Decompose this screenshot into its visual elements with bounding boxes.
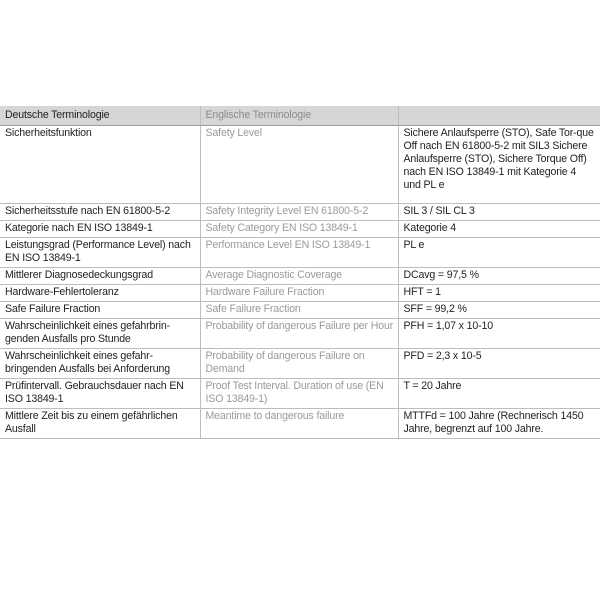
german-term: Mittlerer Diagnosedeckungsgrad <box>0 268 200 285</box>
table-row <box>0 126 600 204</box>
english-term: Safety Integrity Level EN 61800-5-2 <box>200 204 398 221</box>
german-term: Kategorie nach EN ISO 13849-1 <box>0 221 200 238</box>
german-term: Sicherheitsstufe nach EN 61800-5-2 <box>0 204 200 221</box>
table-row <box>0 268 600 285</box>
table-row <box>0 379 600 409</box>
term-value: PL e <box>398 238 600 268</box>
header-value <box>398 106 600 126</box>
german-term: Mittlere Zeit bis zu einem gefährlichen Ausfall <box>0 409 200 439</box>
table-header-row <box>0 106 600 126</box>
english-term: Safety Level <box>200 126 398 204</box>
term-value: HFT = 1 <box>398 285 600 302</box>
english-term: Average Diagnostic Coverage <box>200 268 398 285</box>
term-value: Kategorie 4 <box>398 221 600 238</box>
german-term: Hardware-Fehlertoleranz <box>0 285 200 302</box>
english-term: Probability of dangerous Failure per Hour <box>200 319 398 349</box>
english-term: Meantime to dangerous failure <box>200 409 398 439</box>
term-value: T = 20 Jahre <box>398 379 600 409</box>
term-value: PFD = 2,3 x 10-5 <box>398 349 600 379</box>
table-row <box>0 238 600 268</box>
table-row <box>0 221 600 238</box>
german-term: Safe Failure Fraction <box>0 302 200 319</box>
header-german-terminology: Deutsche Terminologie <box>0 106 200 126</box>
terminology-table <box>0 106 600 439</box>
german-term: Wahrscheinlichkeit eines gefahrbrin-genden Ausfalls pro Stunde <box>0 319 200 349</box>
german-term: Wahrscheinlichkeit eines gefahr-bringenden Ausfalls bei Anforderung <box>0 349 200 379</box>
term-value: Sichere Anlaufsperre (STO), Safe Tor-que Off nach EN 61800-5-2 mit SIL3 Sichere Anlaufsperre (STO), Sichere Torque Off) nach EN ISO 13849-1 mit Kategorie 4 und PL e <box>398 126 600 204</box>
header-english-terminology: Englische Terminologie <box>200 106 398 126</box>
terminology-table-container <box>0 106 600 439</box>
term-value: DCavg = 97,5 % <box>398 268 600 285</box>
german-term: Leistungsgrad (Performance Level) nach EN ISO 13849-1 <box>0 238 200 268</box>
term-value: MTTFd = 100 Jahre (Rechnerisch 1450 Jahre, begrenzt auf 100 Jahre. <box>398 409 600 439</box>
table-row <box>0 302 600 319</box>
english-term: Hardware Failure Fraction <box>200 285 398 302</box>
table-row <box>0 285 600 302</box>
term-value: SIL 3 / SIL CL 3 <box>398 204 600 221</box>
table-row <box>0 349 600 379</box>
english-term: Safe Failure Fraction <box>200 302 398 319</box>
term-value: PFH = 1,07 x 10-10 <box>398 319 600 349</box>
table-row <box>0 204 600 221</box>
table-row <box>0 409 600 439</box>
german-term: Prüfintervall. Gebrauchsdauer nach EN ISO 13849-1 <box>0 379 200 409</box>
german-term: Sicherheitsfunktion <box>0 126 200 204</box>
english-term: Proof Test Interval. Duration of use (EN ISO 13849-1) <box>200 379 398 409</box>
term-value: SFF = 99,2 % <box>398 302 600 319</box>
english-term: Performance Level EN ISO 13849-1 <box>200 238 398 268</box>
table-row <box>0 319 600 349</box>
english-term: Probability of dangerous Failure on Demand <box>200 349 398 379</box>
english-term: Safety Category EN ISO 13849-1 <box>200 221 398 238</box>
